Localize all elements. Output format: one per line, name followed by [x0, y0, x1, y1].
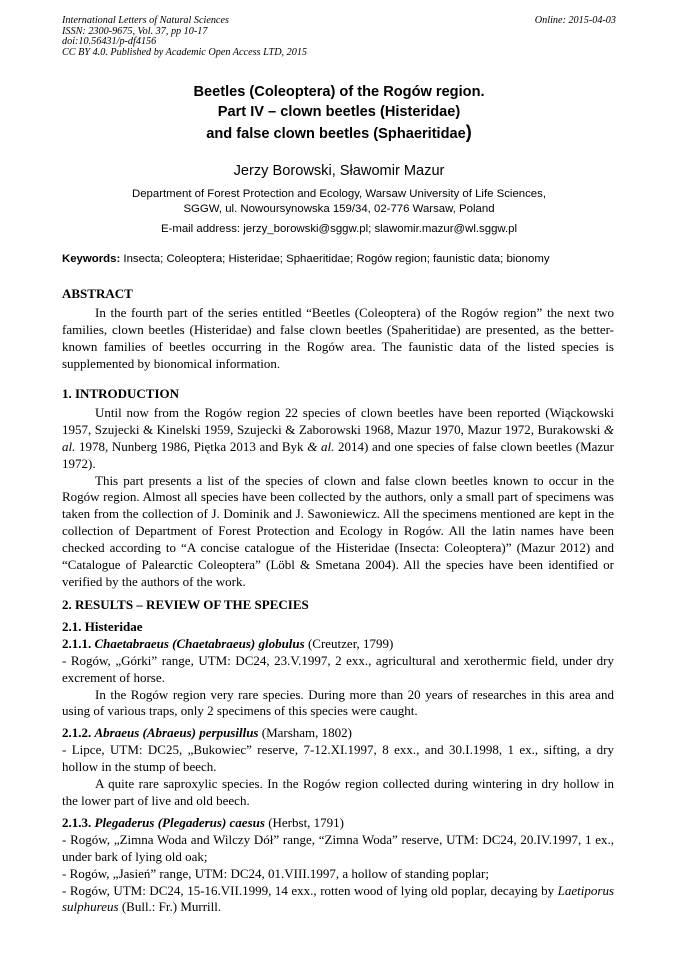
keywords-text: Insecta; Coleoptera; Histeridae; Sphaeritidae; Rogów region; faunistic data; bionomy	[120, 253, 550, 265]
species-record	[62, 883, 614, 917]
intro-p1-etal: & al.	[62, 421, 614, 454]
authors: Jerzy Borowski, Sławomir Mazur	[233, 163, 445, 179]
species-title	[62, 725, 614, 742]
fungus-name: Laetiporus sulphureus	[62, 882, 614, 915]
title-line-1: Beetles (Coleoptera) of the Rogów region.	[193, 84, 485, 100]
species-title	[62, 815, 614, 832]
online-date: Online: 2015-04-03	[534, 15, 616, 26]
introduction-section	[62, 386, 614, 591]
introduction-paragraph-2: This part presents a list of the species of clown and false clown beetles known to occur in the Rogów region. Almost all species have been collected by the authors, only a small part of specimens was taken from the collection of J. Dominik and J. Sawoniewicz. All the specimens mentioned are kept in the collection of Department of Forest Protection and Ecology in Rogów. All the latin names have been checked according to “A concise catalogue of the Histeridae (Insecta: Coleoptera)” (Mazur 2012) and “Catalogue of Palearctic Coleoptera” (Löbl & Smetana 2004). All the species have been identified or verified by the authors of the work.	[62, 472, 614, 589]
abstract-section	[62, 286, 614, 373]
species-name: Plegaderus (Plegaderus) caesus	[94, 814, 265, 830]
introduction-heading: 1. INTRODUCTION	[62, 386, 180, 401]
species-author: (Creutzer, 1799)	[304, 635, 394, 651]
title-line-2: Part IV – clown beetles (Histeridae)	[217, 104, 461, 120]
species-name: Abraeus (Abraeus) perpusillus	[94, 725, 259, 741]
species-record: - Lipce, UTM: DC25, „Bukowiec” reserve, 7-12.XI.1997, 8 exx., and 30.I.1998, 1 ex., sifting, a dry hollow in the stump of beech.	[62, 742, 614, 775]
title-closing-paren: )	[465, 122, 472, 142]
results-heading: 2. RESULTS – REVIEW OF THE SPECIES	[62, 597, 309, 612]
title-line-3-text: and false clown beetles (Sphaeritidae	[206, 126, 466, 142]
journal-license: CC BY 4.0. Published by Academic Open Access LTD, 2015	[62, 46, 308, 58]
abstract-heading: ABSTRACT	[62, 286, 133, 301]
journal-name: International Letters of Natural Sciences	[62, 15, 229, 26]
title-line-3	[62, 122, 616, 144]
species-record: - Rogów, „Górki” range, UTM: DC24, 23.V.1997, 2 exx., agricultural and xerothermic field, under dry excrement of horse.	[62, 652, 614, 685]
species-title	[62, 636, 614, 653]
introduction-paragraph-1	[62, 405, 614, 473]
histeridae-subheading: 2.1. Histeridae	[62, 618, 143, 634]
journal-doi[interactable]: doi:10.56431/p-df4156	[62, 36, 157, 48]
results-section	[62, 597, 614, 916]
species-record: - Rogów, „Jasień” range, UTM: DC24, 01.VIII.1997, a hollow of standing poplar;	[62, 865, 489, 881]
species-number: 2.1.1.	[62, 635, 95, 651]
species-note: A quite rare saproxylic species. In the Rogów region collected during wintering in dry hollow in the lower part of live and old beech.	[62, 776, 614, 808]
affiliation-line-2: SGGW, ul. Nowoursynowska 159/34, 02-776 Warsaw, Poland	[183, 203, 495, 216]
intro-p1-part-b: 1978, Nunberg 1986, Piętka 2013 and Byk	[75, 438, 308, 454]
species-record-text: - Rogów, UTM: DC24, 15-16.VII.1999, 14 exx., rotten wood of lying old poplar, decaying by	[62, 882, 558, 898]
journal-header	[62, 16, 616, 58]
paper-title	[62, 82, 616, 144]
intro-p1-part-a: Until now from the Rogów region 22 species of clown beetles have been reported (Wiąckowski 1957, Szujecki & Kinelski 1959, Szujecki & Zaborowski 1968, Mazur 1970, Mazur 1972, Burakowski	[62, 404, 614, 437]
species-note: In the Rogów region very rare species. During more than 20 years of researches in this area and using of various traps, only 2 specimens of this species were caught.	[62, 686, 614, 719]
species-author: (Herbst, 1791)	[264, 814, 345, 830]
affiliation	[62, 187, 616, 218]
abstract-text: In the fourth part of the series entitled “Beetles (Coleoptera) of the Rogów region” the next two families, clown beetles (Histeridae) and false clown beetles (Spaheritidae) are presented, as the better-known families of beetles occurring in the Rogów area. The faunistic data of the listed species is supplemented by bionomical information.	[62, 304, 614, 371]
keywords	[62, 253, 616, 265]
species-name: Chaetabraeus (Chaetabraeus) globulus	[94, 635, 305, 651]
species-record-text: (Bull.: Fr.) Murrill.	[118, 899, 222, 915]
species-author: (Marsham, 1802)	[258, 725, 352, 741]
affiliation-line-1: Department of Forest Protection and Ecology, Warsaw University of Life Sciences,	[131, 188, 547, 200]
intro-p1-etal-2: & al.	[307, 438, 335, 454]
species-number: 2.1.3.	[62, 814, 95, 830]
journal-issn: ISSN: 2300-9675, Vol. 37, pp 10-17	[62, 25, 208, 37]
keywords-label: Keywords:	[62, 253, 121, 265]
intro-p1-part-c: 2014) and one species of false clown beetles (Mazur 1972).	[62, 438, 615, 471]
email-address[interactable]: E-mail address: jerzy_borowski@sggw.pl; slawomir.mazur@wl.sggw.pl	[160, 223, 518, 235]
species-number: 2.1.2.	[62, 725, 95, 741]
species-record: - Rogów, „Zimna Woda and Wilczy Dół” range, “Zimna Woda” reserve, UTM: DC24, 20.IV.1997, 1 ex., under bark of lying old oak;	[62, 831, 614, 864]
